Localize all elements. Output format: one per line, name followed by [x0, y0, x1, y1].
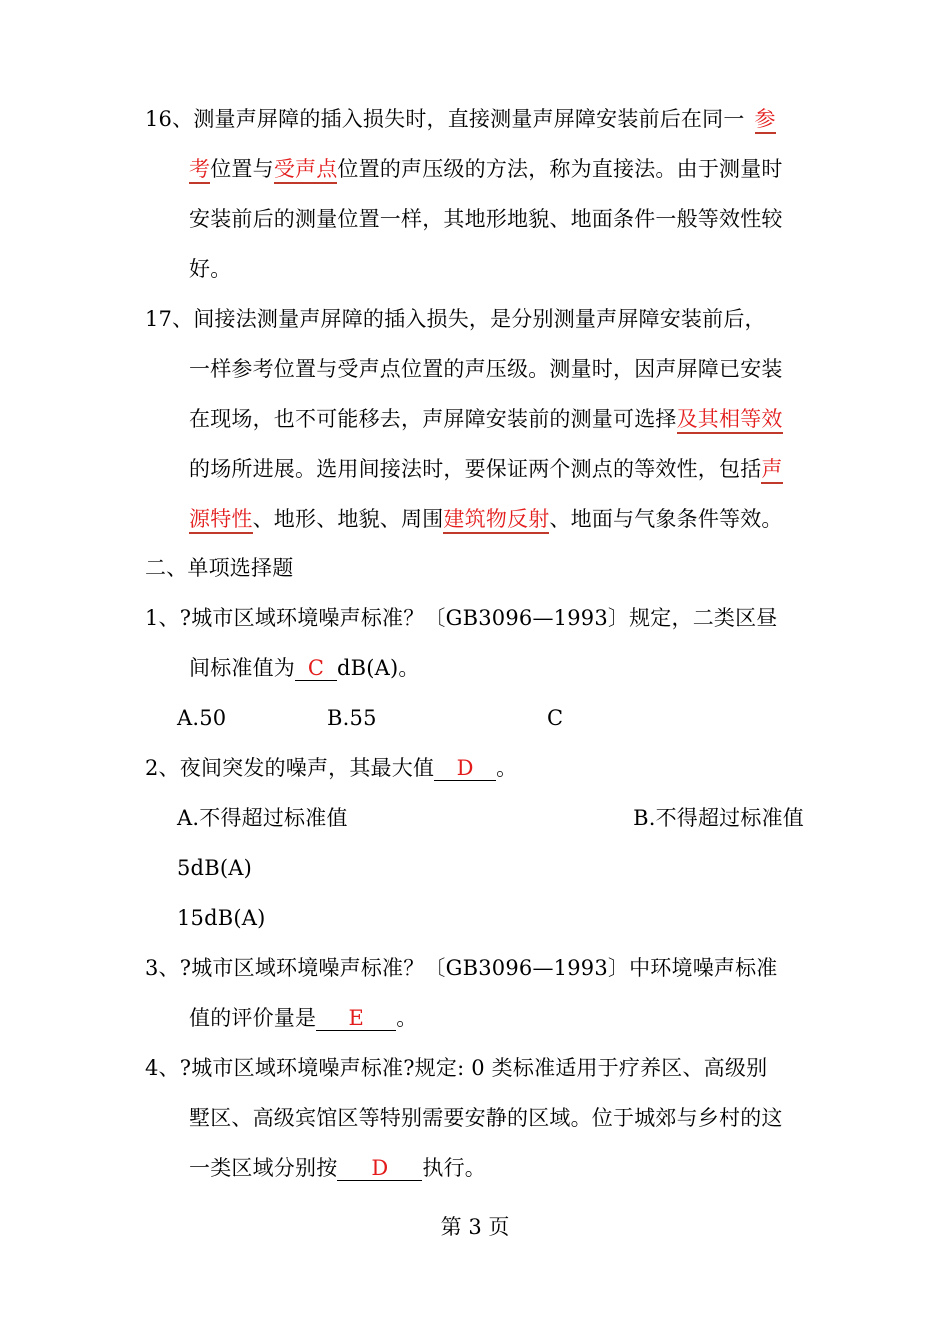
option-a: A.50 — [177, 706, 227, 730]
mc1-options — [177, 703, 842, 733]
q16-line-3: 安装前后的测量位置一样，其地形地貌、地面条件一般等效性较 — [189, 207, 783, 231]
mc4-line-2: 墅区、高级宾馆区等特别需要安静的区域。位于城郊与乡村的这 — [189, 1106, 783, 1130]
mc4-line-3: 一类区域分别按 D 执行。 — [189, 1156, 487, 1180]
q17-line-3: 在现场，也不可能移去，声屏障安装前的测量可选择及其相等效 — [189, 404, 809, 434]
mc3-line-1: 3、?城市区域环境噪声标准？〔GB3096—1993〕中环境噪声标准 — [145, 956, 778, 980]
answer-highlight: 声 — [761, 457, 782, 484]
answer-blank: E — [316, 1006, 396, 1031]
mc3-line-2: 值的评价量是 E 。 — [189, 1006, 418, 1030]
answer-blank: D — [434, 756, 496, 781]
mc4-line-1: 4、?城市区域环境噪声标准?规定: 0 类标准适用于疗养区、高级别 — [145, 1056, 768, 1080]
mc2-value-1: 5dB(A) — [177, 856, 252, 880]
answer-highlight: 参 — [755, 107, 776, 134]
option-c: C — [547, 706, 564, 730]
answer-blank: D — [337, 1156, 422, 1181]
answer-highlight: 考 — [189, 157, 210, 184]
mc2-line-1: 2、夜间突发的噪声，其最大值 D 。 — [145, 756, 518, 780]
section-heading: 二、单项选择题 — [145, 556, 294, 580]
option-b: B.不得超过标准值 — [633, 806, 804, 830]
q17-line-2: 一样参考位置与受声点位置的声压级。测量时，因声屏障已安装 — [189, 357, 783, 381]
answer-highlight: 源特性 — [189, 507, 253, 534]
mc2-value-2: 15dB(A) — [177, 906, 266, 930]
q16-line-2: 考位置与受声点位置的声压级的方法，称为直接法。由于测量时 — [189, 154, 809, 184]
q17-line-4: 的场所进展。选用间接法时，要保证两个测点的等效性，包括声 — [189, 454, 809, 484]
answer-highlight: 建筑物反射 — [443, 507, 549, 534]
q17-line-1: 17、间接法测量声屏障的插入损失，是分别测量声屏障安装前后， — [145, 307, 766, 331]
mc1-line-2: 间标准值为 C dB(A)。 — [189, 656, 420, 680]
mc2-options — [177, 803, 804, 833]
q16-line-1: 16、测量声屏障的插入损失时，直接测量声屏障安装前后在同一 参 — [145, 104, 810, 134]
answer-blank: C — [295, 656, 337, 681]
option-a: A.不得超过标准值 — [177, 806, 348, 830]
page-number: 第 3 页 — [440, 1215, 510, 1239]
q17-line-5: 源特性、地形、地貌、周围建筑物反射、地面与气象条件等效。 — [189, 504, 809, 534]
answer-highlight: 及其相等效 — [677, 407, 783, 434]
option-b: B.55 — [327, 706, 377, 730]
mc1-line-1: 1、?城市区域环境噪声标准？〔GB3096—1993〕规定，二类区昼 — [145, 606, 778, 630]
answer-highlight: 受声点 — [274, 157, 338, 184]
q16-line-4: 好。 — [189, 257, 232, 281]
